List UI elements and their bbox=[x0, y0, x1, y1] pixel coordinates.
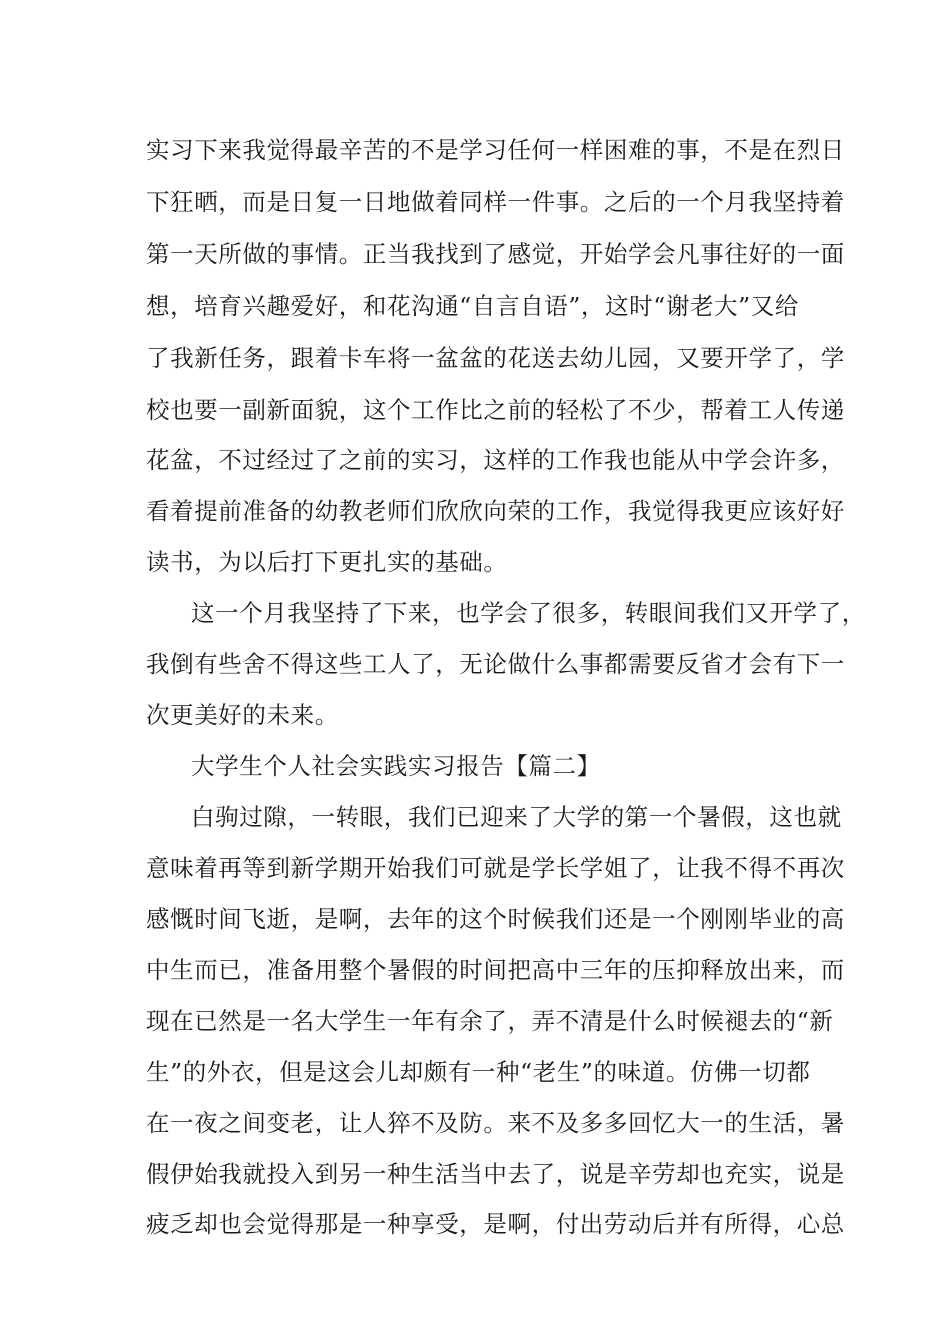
text-line: 我倒有些舍不得这些工人了，无论做什么事都需要反省才会有下一 bbox=[146, 650, 845, 678]
text-line: 现在已然是一名大学生一年有余了，弄不清是什么时候褪去的“新 bbox=[146, 1007, 834, 1035]
text-line: 中生而已，准备用整个暑假的时间把高中三年的压抑释放出来，而 bbox=[146, 956, 845, 984]
text-line: 生”的外衣，但是这会儿却颇有一种“老生”的味道。仿佛一切都 bbox=[146, 1058, 811, 1086]
paragraph-first-line: 白驹过隙，一转眼，我们已迎来了大学的第一个暑假，这也就 bbox=[191, 803, 842, 831]
text-line: 在一夜之间变老，让人猝不及防。来不及多多回忆大一的生活，暑 bbox=[146, 1109, 845, 1137]
text-line: 第一天所做的事情。正当我找到了感觉，开始学会凡事往好的一面 bbox=[146, 240, 845, 268]
text-line: 次更美好的未来。 bbox=[146, 701, 339, 729]
text-line: 了我新任务，跟着卡车将一盆盆的花送去幼儿园，又要开学了，学 bbox=[146, 344, 845, 372]
text-line: 下狂晒，而是日复一日地做着同样一件事。之后的一个月我坚持着 bbox=[146, 188, 845, 216]
text-line: 花盆，不过经过了之前的实习，这样的工作我也能从中学会许多， bbox=[146, 446, 845, 474]
text-line: 读书，为以后打下更扎实的基础。 bbox=[146, 548, 508, 576]
text-line: 实习下来我觉得最辛苦的不是学习任何一样困难的事，不是在烈日 bbox=[146, 136, 845, 164]
text-line: 假伊始我就投入到另一种生活当中去了，说是辛劳却也充实，说是 bbox=[146, 1160, 845, 1188]
text-line: 校也要一副新面貌，这个工作比之前的轻松了不少，帮着工人传递 bbox=[146, 396, 845, 424]
paragraph-first-line: 这一个月我坚持了下来，也学会了很多，转眼间我们又开学了， bbox=[191, 599, 866, 627]
text-line: 看着提前准备的幼教老师们欣欣向荣的工作，我觉得我更应该好好 bbox=[146, 497, 845, 525]
text-line: 疲乏却也会觉得那是一种享受，是啊，付出劳动后并有所得，心总 bbox=[146, 1210, 845, 1238]
text-line: 意味着再等到新学期开始我们可就是学长学姐了，让我不得不再次 bbox=[146, 854, 845, 882]
text-line: 想，培育兴趣爱好，和花沟通“自言自语”，这时“谢老大”又给 bbox=[146, 292, 799, 320]
text-line: 感慨时间飞逝，是啊，去年的这个时候我们还是一个刚刚毕业的高 bbox=[146, 905, 845, 933]
section-heading: 大学生个人社会实践实习报告【篇二】 bbox=[191, 752, 601, 780]
